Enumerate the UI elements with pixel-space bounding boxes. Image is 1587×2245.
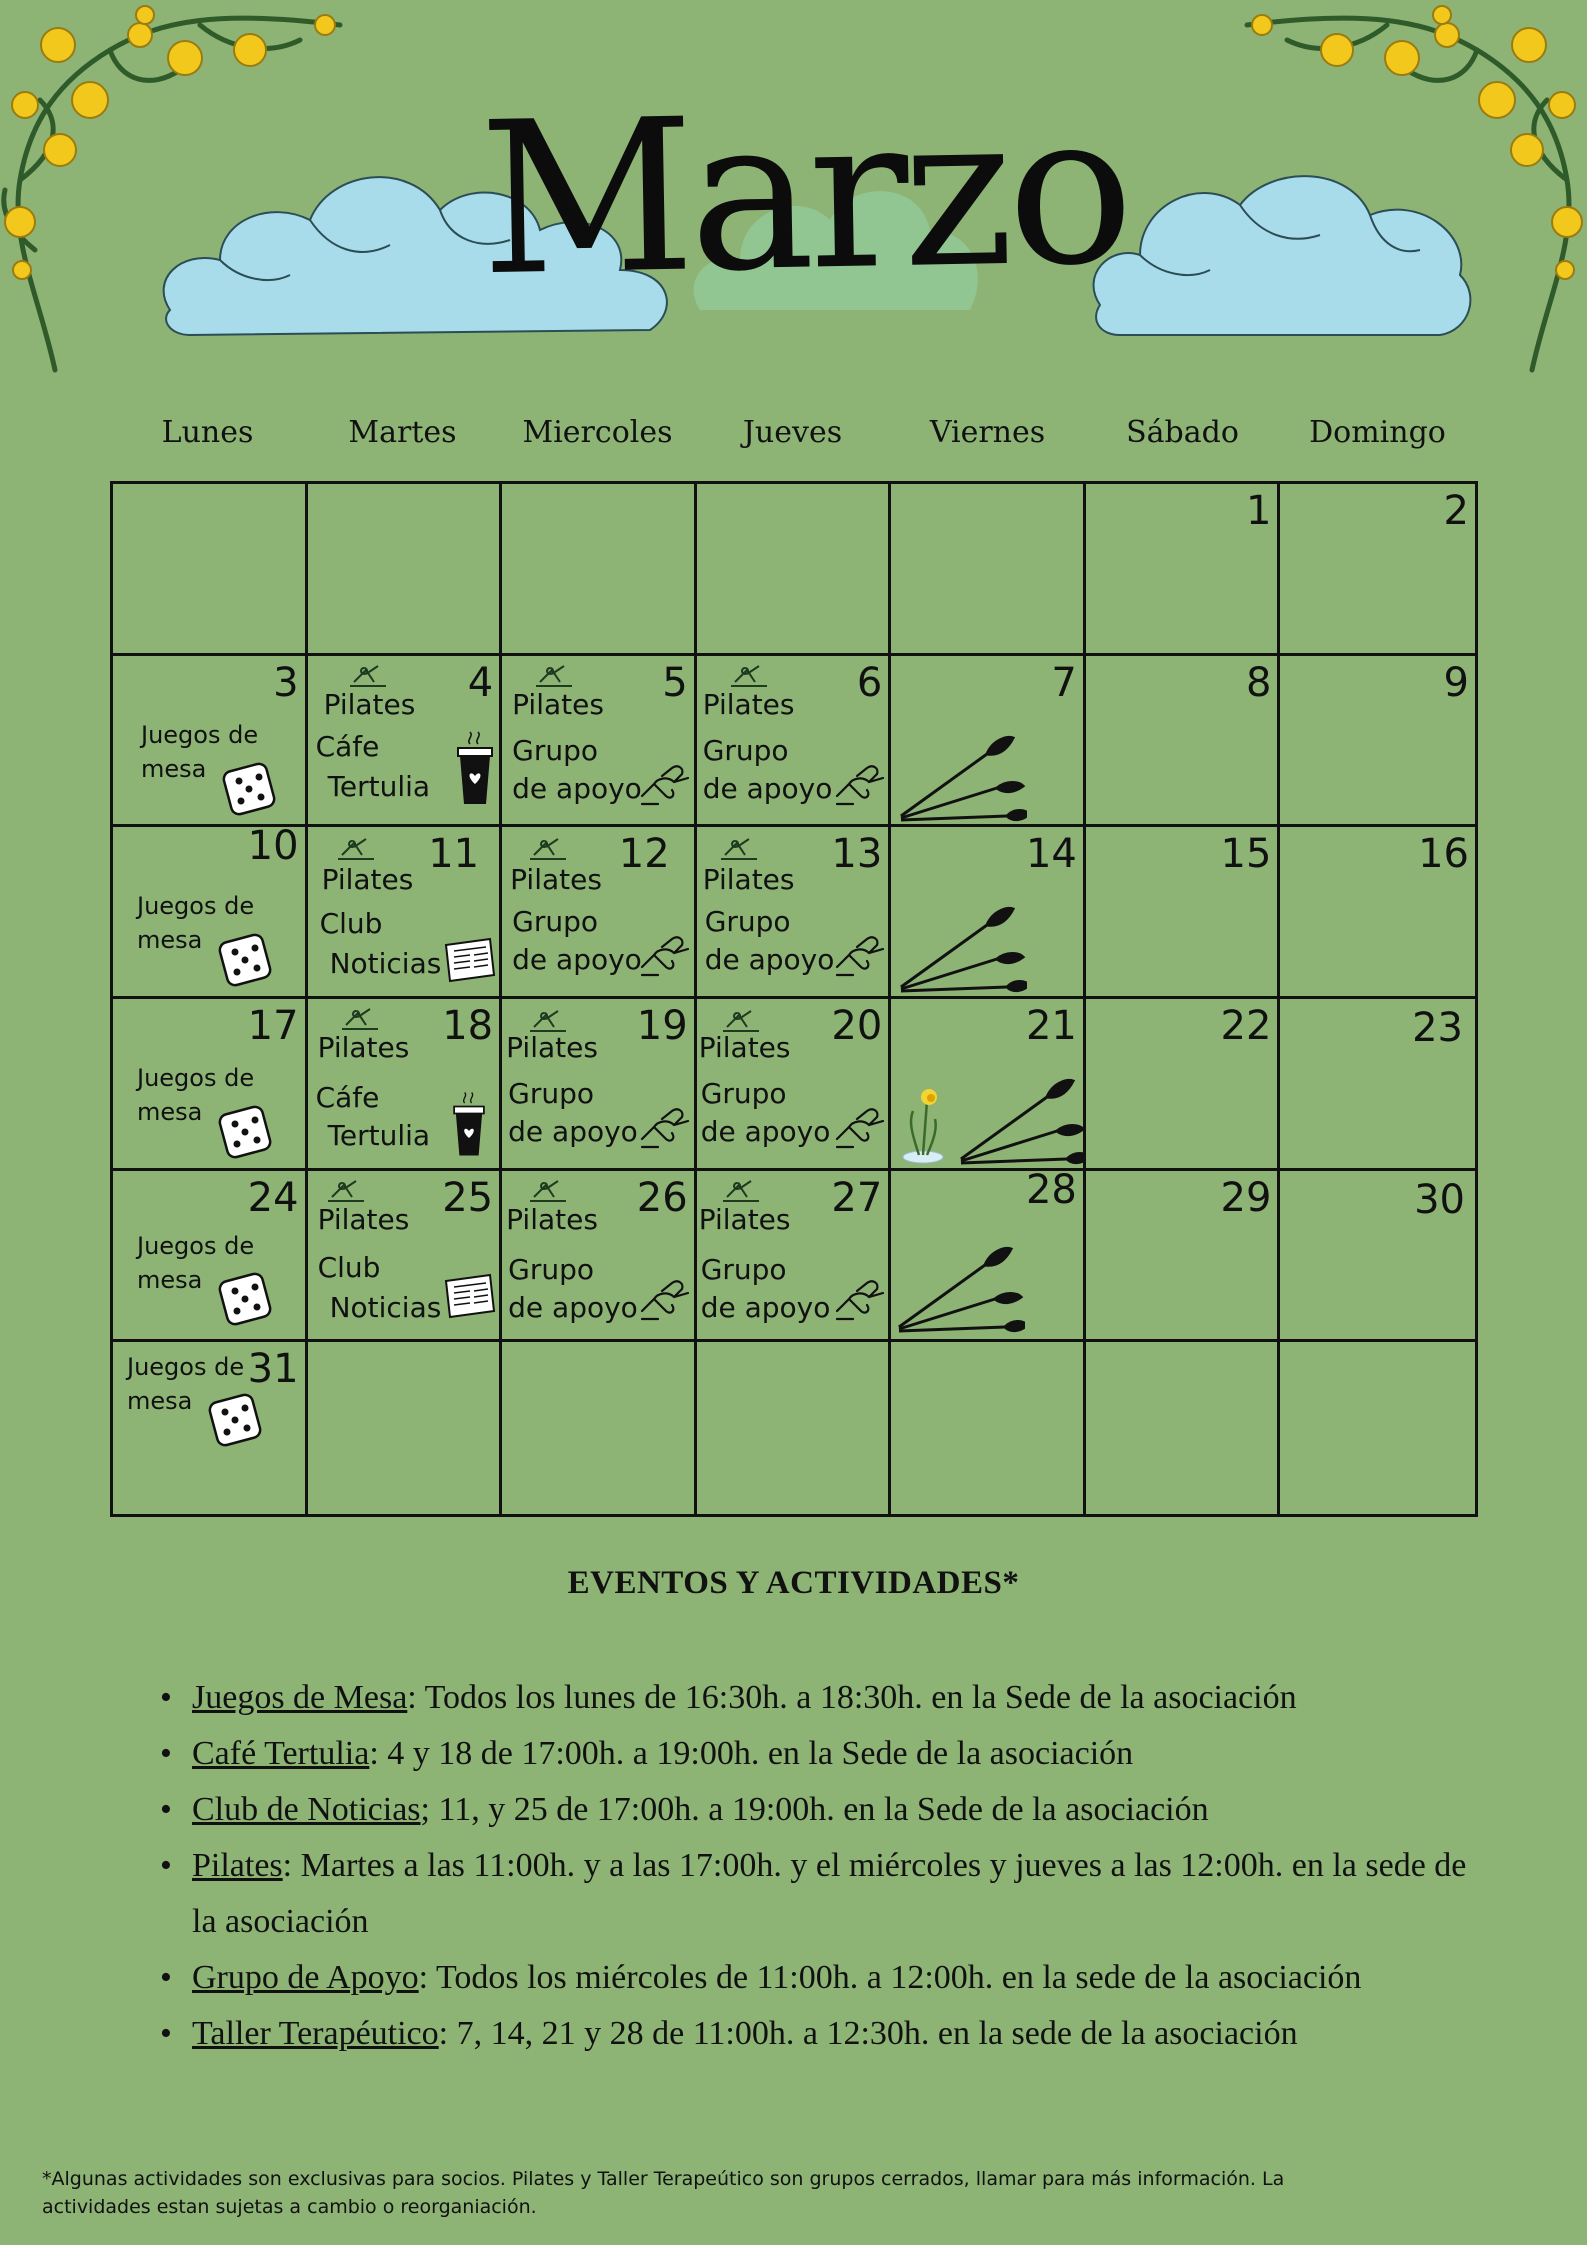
day-number: 2 [1443, 488, 1469, 534]
activity-cafe-label: Cáfe [315, 729, 380, 763]
event-name: Juegos de Mesa [192, 1679, 408, 1716]
handshake-icon [638, 1099, 694, 1155]
day-cell [697, 827, 892, 999]
weekday-label: Sábado [1126, 415, 1239, 450]
activity-pilates-label: Pilates [512, 687, 604, 721]
day-cell [113, 1171, 308, 1343]
event-details: : Todos los lunes de 16:30h. a 18:30h. en la Sede de la asociación [407, 1679, 1297, 1716]
event-item [160, 1726, 1490, 1782]
event-item [160, 1838, 1490, 1950]
day-number: 21 [1025, 1003, 1077, 1049]
day-number: 31 [247, 1346, 299, 1393]
activity-juegos-label: mesa [141, 754, 207, 783]
day-number: 1 [1245, 488, 1272, 534]
day-cell [697, 999, 892, 1171]
day-cell [502, 1342, 697, 1514]
activity-pilates-label: Pilates [323, 687, 416, 721]
activity-grupo-label: Grupo [512, 733, 598, 767]
activity-grupo-label: de apoyo [700, 1115, 831, 1148]
activity-juegos-label: mesa [127, 1387, 193, 1416]
day-cell [113, 1342, 308, 1514]
dice-icon [207, 1392, 265, 1450]
day-number: 9 [1443, 659, 1469, 706]
paintbrush-icon [957, 1077, 1086, 1167]
weekday-label: Lunes [161, 415, 254, 450]
handshake-icon [638, 1271, 694, 1327]
activity-grupo-label: Grupo [704, 905, 791, 939]
activity-grupo-label: Grupo [512, 905, 598, 939]
event-details: ; 11, y 25 de 17:00h. a 19:00h. en la Sede de la asociación [420, 1791, 1209, 1828]
day-cell [697, 1171, 892, 1343]
day-cell [891, 1342, 1086, 1514]
activity-grupo-label: de apoyo [700, 1290, 831, 1324]
activity-grupo-label: Grupo [700, 1077, 787, 1110]
day-number: 20 [831, 1003, 883, 1049]
activity-grupo-label: Grupo [700, 1252, 787, 1286]
activity-pilates-label: Pilates [702, 687, 795, 721]
day-number: 16 [1418, 831, 1469, 878]
day-number: 14 [1025, 831, 1077, 878]
day-cell [1086, 656, 1281, 828]
day-number: 6 [856, 659, 883, 706]
event-item [160, 1782, 1490, 1838]
weekday-label: Martes [348, 415, 457, 450]
event-details: : Todos los miércoles de 11:00h. a 12:00h. en la sede de la asociación [418, 1959, 1362, 1996]
activity-pilates-label: Pilates [698, 1031, 791, 1064]
activity-grupo-label: de apoyo [508, 1290, 638, 1324]
calendar-grid [110, 481, 1478, 1517]
day-number: 24 [247, 1174, 299, 1221]
event-details: : Martes a las 11:00h. y a las 17:00h. y el miércoles y jueves a las 12:00h. en la sede de la asociación [192, 1847, 1467, 1940]
day-cell [113, 999, 308, 1171]
events-list [160, 1670, 1490, 2062]
day-cell [502, 827, 697, 999]
day-cell [308, 656, 503, 828]
day-cell [502, 999, 697, 1171]
day-number: 10 [247, 827, 299, 870]
day-number: 15 [1220, 831, 1272, 878]
activity-juegos-label: mesa [137, 1098, 203, 1126]
activity-pilates-label: Pilates [510, 863, 602, 897]
cloud-right-decoration [1080, 155, 1480, 345]
page-title: Marzo [477, 65, 1130, 323]
activity-pilates-label: Pilates [702, 863, 795, 897]
event-details: : 7, 14, 21 y 28 de 11:00h. a 12:30h. en la sede de la asociación [438, 2015, 1298, 2052]
day-number: 23 [1412, 1005, 1463, 1051]
day-number: 3 [273, 659, 299, 706]
day-cell [697, 484, 892, 656]
activity-pilates-label: Pilates [317, 1202, 410, 1236]
event-name: Grupo de Apoyo [192, 1959, 419, 1996]
activity-juegos-label: mesa [137, 926, 203, 955]
event-name: Taller Terapéutico [192, 2015, 439, 2052]
dice-icon [221, 761, 279, 819]
activity-pilates-label: Pilates [506, 1031, 598, 1064]
weekday-label: Domingo [1309, 415, 1446, 450]
event-name: Club de Noticias [192, 1791, 421, 1828]
activity-club-label: Club [319, 907, 383, 941]
day-cell [1280, 656, 1475, 828]
day-cell [1280, 1171, 1475, 1343]
day-number: 11 [428, 831, 480, 878]
handshake-icon [833, 1271, 889, 1327]
activity-pilates-label: Pilates [317, 1031, 410, 1064]
day-cell [697, 1342, 892, 1514]
weekday-header [110, 415, 1478, 455]
day-number: 30 [1414, 1176, 1465, 1223]
activity-juegos-label: Juegos de [127, 1353, 245, 1382]
weekday-label: Jueves [742, 415, 843, 450]
activity-cafe-label: Tertulia [327, 1119, 431, 1152]
day-number: 17 [247, 1003, 299, 1049]
newspaper-icon [440, 935, 500, 985]
day-number: 13 [831, 831, 883, 878]
activity-pilates-label: Pilates [321, 863, 414, 897]
day-number: 18 [442, 1003, 494, 1049]
events-heading: EVENTOS Y ACTIVIDADES* [567, 1565, 1020, 1601]
daffodil-icon [901, 1081, 951, 1165]
day-number: 7 [1051, 659, 1077, 706]
day-cell [891, 1171, 1086, 1343]
event-name: Pilates [192, 1847, 283, 1884]
day-cell [1280, 484, 1475, 656]
day-cell [308, 999, 503, 1171]
activity-club-label: Noticias [329, 947, 442, 981]
day-cell [308, 1171, 503, 1343]
activity-club-label: Club [317, 1250, 381, 1284]
day-cell [308, 1342, 503, 1514]
activity-grupo-label: de apoyo [512, 771, 642, 805]
paintbrush-icon [897, 905, 1027, 995]
weekday-label: Viernes [929, 415, 1046, 450]
activity-juegos-label: mesa [137, 1265, 203, 1294]
day-number: 5 [662, 659, 688, 706]
day-cell [891, 484, 1086, 656]
activity-club-label: Noticias [329, 1290, 442, 1324]
day-cell [308, 827, 503, 999]
activity-pilates-label: Pilates [698, 1202, 791, 1236]
day-cell [113, 484, 308, 656]
day-number: 12 [618, 831, 670, 878]
activity-juegos-label: Juegos de [141, 720, 259, 749]
activity-juegos-label: Juegos de [137, 892, 255, 921]
activity-cafe-label: Tertulia [327, 769, 431, 803]
handshake-icon [833, 927, 889, 983]
paintbrush-icon [895, 1245, 1025, 1335]
activity-grupo-label: Grupo [508, 1252, 594, 1286]
day-cell [1086, 1342, 1281, 1514]
day-cell [502, 1171, 697, 1343]
handshake-icon [833, 1099, 889, 1155]
day-cell [1280, 999, 1475, 1171]
event-item [160, 1670, 1490, 1726]
day-cell [1086, 999, 1281, 1171]
coffee-cup-icon [448, 1089, 490, 1159]
dice-icon [217, 1271, 275, 1329]
day-number: 22 [1220, 1003, 1272, 1049]
paintbrush-icon [897, 734, 1027, 824]
day-cell [891, 656, 1086, 828]
day-number: 8 [1245, 659, 1272, 706]
pilates-icon [526, 833, 570, 863]
handshake-icon [638, 927, 694, 983]
day-cell [502, 656, 697, 828]
pilates-icon [334, 833, 378, 863]
day-number: 26 [636, 1174, 688, 1221]
weekday-label: Miercoles [522, 415, 673, 450]
day-cell [891, 827, 1086, 999]
day-cell [697, 656, 892, 828]
day-number: 29 [1220, 1174, 1272, 1221]
activity-pilates-label: Pilates [506, 1202, 598, 1236]
activity-grupo-label: de apoyo [508, 1115, 638, 1148]
event-details: : 4 y 18 de 17:00h. a 19:00h. en la Sede de la asociación [369, 1735, 1134, 1772]
event-item [160, 1950, 1490, 2006]
day-cell [891, 999, 1086, 1171]
activity-grupo-label: de apoyo [512, 943, 642, 977]
day-cell [308, 484, 503, 656]
footnote: *Algunas actividades son exclusivas para socios. Pilates y Taller Terapeútico son grupos cerrados, llamar para más información. La actividades estan sujetas a cambio o reorganiación. [42, 2168, 1285, 2218]
pilates-icon [717, 833, 761, 863]
day-number: 25 [442, 1174, 494, 1221]
day-cell [1086, 827, 1281, 999]
day-number: 4 [467, 659, 494, 706]
activity-cafe-label: Cáfe [315, 1081, 380, 1114]
day-cell [113, 827, 308, 999]
day-cell [1086, 1171, 1281, 1343]
day-number: 27 [831, 1174, 883, 1221]
activity-grupo-label: Grupo [702, 733, 789, 767]
newspaper-icon [440, 1271, 500, 1321]
activity-grupo-label: de apoyo [704, 943, 835, 977]
day-number: 19 [636, 1003, 688, 1049]
activity-juegos-label: Juegos de [137, 1064, 255, 1092]
day-cell [502, 484, 697, 656]
day-cell [1280, 827, 1475, 999]
handshake-icon [638, 756, 694, 812]
day-number: 28 [1025, 1170, 1077, 1213]
day-cell [1086, 484, 1281, 656]
event-item [160, 2006, 1490, 2062]
dice-icon [217, 932, 275, 990]
event-name: Café Tertulia [192, 1735, 370, 1772]
coffee-cup-icon [454, 728, 496, 808]
dice-icon [217, 1104, 275, 1162]
activity-grupo-label: de apoyo [702, 771, 833, 805]
handshake-icon [833, 756, 889, 812]
day-cell [113, 656, 308, 828]
activity-juegos-label: Juegos de [137, 1231, 255, 1260]
day-cell [1280, 1342, 1475, 1514]
activity-grupo-label: Grupo [508, 1077, 594, 1110]
